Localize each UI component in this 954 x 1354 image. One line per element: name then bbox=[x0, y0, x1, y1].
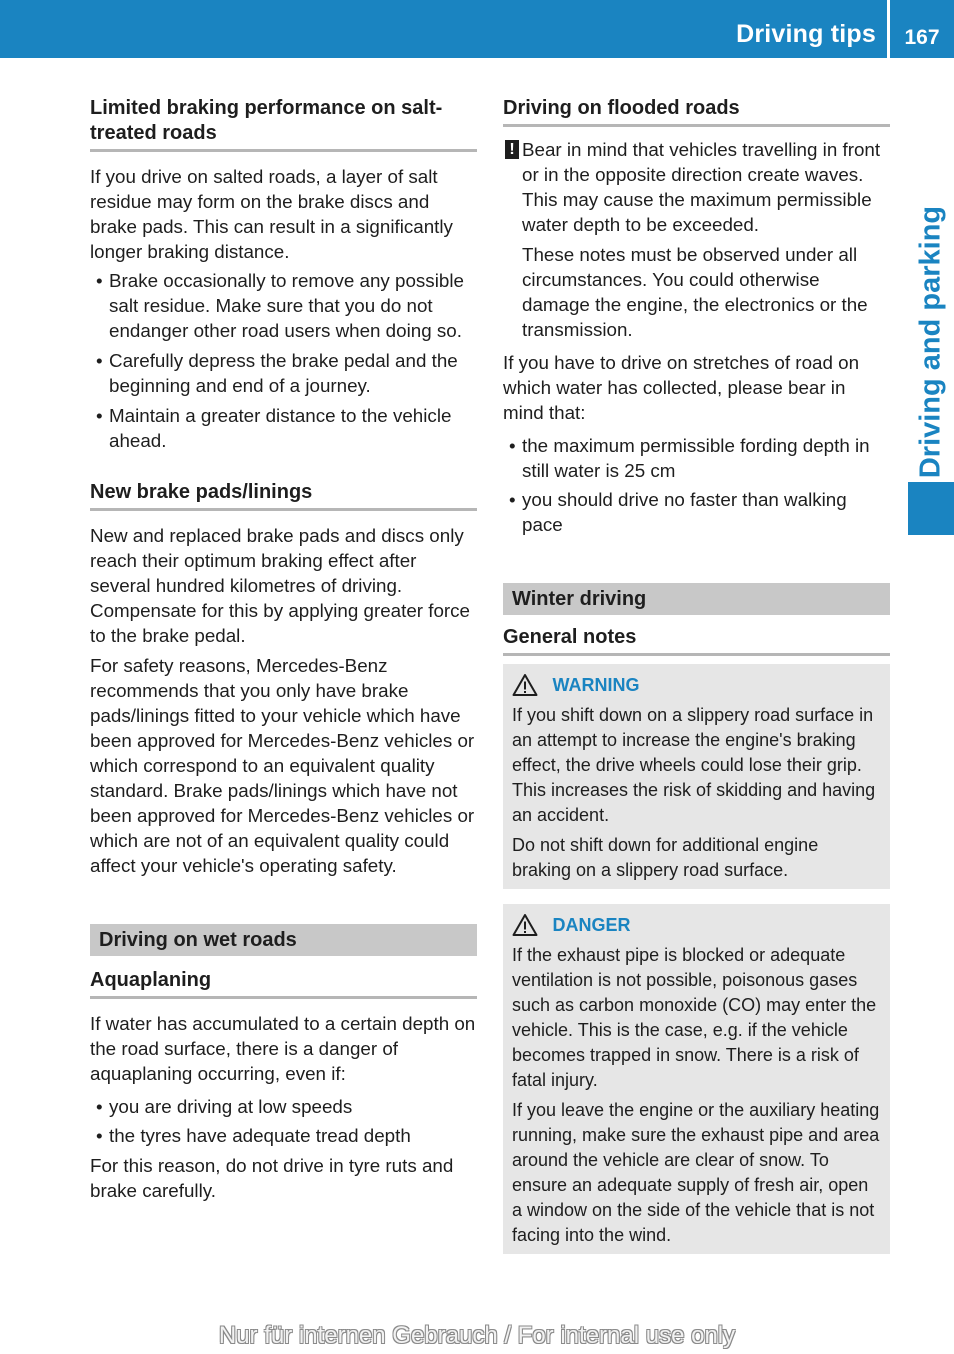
right-column bbox=[503, 96, 890, 1254]
list-item: • Maintain a greater distance to the vehicle ahead. bbox=[90, 403, 477, 453]
exclamation-icon: ! bbox=[505, 140, 519, 159]
list-item: • the maximum permissible fording depth in still water is 25 cm bbox=[503, 433, 890, 483]
aquaplaning-bullet-list bbox=[90, 1094, 477, 1148]
aquaplaning-intro: If water has accumulated to a certain depth on the road surface, there is a danger of aquaplaning occurring, even if: bbox=[90, 1013, 476, 1084]
salt-heading: Limited braking performance on salt-treated roads bbox=[90, 96, 477, 152]
flood-heading: Driving on flooded roads bbox=[503, 96, 890, 127]
danger-box-header bbox=[512, 912, 881, 938]
pads-paragraph-2: For safety reasons, Mercedes-Benz recommends that you only have brake pads/linings fitted to your vehicle which have been approved for Mercedes-Benz vehicles or which correspond to an equivalent quality standard. Brake pads/linings which have not been approved for Mercedes-Benz vehicles or which are not of an equivalent quality could affect your vehicle's operating safety. bbox=[90, 655, 475, 876]
flood-bullet-list bbox=[503, 433, 890, 537]
list-item: • you are driving at low speeds bbox=[90, 1094, 477, 1119]
danger-paragraph-1: If the exhaust pipe is blocked or adequate ventilation is not possible, poisonous gases such as carbon monoxide (CO) may enter the vehicle. This is the case, e.g. if the vehicle becomes trapped in snow. There is a risk of fatal injury. bbox=[512, 945, 877, 1090]
flood-notice-paragraph-2: These notes must be observed under all circumstances. You could otherwise damage the engine, the electronics or the transmission. bbox=[522, 244, 868, 340]
winter-driving-section-bar: Winter driving bbox=[503, 583, 890, 615]
chapter-tab-marker bbox=[908, 482, 954, 535]
salt-intro: If you drive on salted roads, a layer of salt residue may form on the brake discs and brake pads. This can result in a significantly longer braking distance. bbox=[90, 166, 453, 262]
aquaplaning-heading: Aquaplaning bbox=[90, 968, 477, 999]
warning-box bbox=[503, 664, 890, 889]
danger-paragraph-2: If you leave the engine or the auxiliary heating running, make sure the exhaust pipe and area around the vehicle are clear of snow. To ensure an adequate supply of fresh air, open a window on the side of the vehicle that is not facing into the wind. bbox=[512, 1100, 880, 1245]
general-notes-heading: General notes bbox=[503, 625, 890, 656]
warning-box-header bbox=[512, 672, 881, 698]
warning-title: WARNING bbox=[552, 675, 640, 695]
danger-triangle-icon bbox=[512, 913, 538, 937]
aquaplaning-outro: For this reason, do not drive in tyre ruts and brake carefully. bbox=[90, 1155, 454, 1201]
list-item: • Brake occasionally to remove any possible salt residue. Make sure that you do not endanger other road users when doing so. bbox=[90, 268, 477, 343]
warning-paragraph-1: If you shift down on a slippery road surface in an attempt to increase the engine's braking effect, the drive wheels could lose their grip. This increases the risk of skidding and having an accident. bbox=[512, 705, 876, 825]
flood-notice bbox=[503, 137, 890, 342]
section-title: Driving tips bbox=[736, 20, 876, 48]
danger-title: DANGER bbox=[552, 915, 631, 935]
warning-triangle-icon bbox=[512, 673, 538, 697]
header-bar bbox=[0, 0, 954, 58]
list-item: • you should drive no faster than walking pace bbox=[503, 487, 890, 537]
wet-roads-section-bar: Driving on wet roads bbox=[90, 924, 477, 956]
left-column bbox=[90, 96, 477, 1203]
list-item: • the tyres have adequate tread depth bbox=[90, 1123, 477, 1148]
internal-use-watermark: Nur für internen Gebrauch / For internal use only bbox=[218, 1322, 736, 1349]
danger-box bbox=[503, 904, 890, 1254]
salt-bullet-list bbox=[90, 268, 477, 453]
page-number: 167 bbox=[904, 26, 940, 49]
list-item: • Carefully depress the brake pedal and the beginning and end of a journey. bbox=[90, 348, 477, 398]
flood-notice-paragraph-1: Bear in mind that vehicles travelling in front or in the opposite direction create waves. This may cause the maximum permissible water depth to be exceeded. bbox=[522, 139, 881, 235]
pads-heading: New brake pads/linings bbox=[90, 480, 477, 511]
flood-intro: If you have to drive on stretches of road on which water has collected, please bear in mind that: bbox=[503, 352, 860, 423]
warning-paragraph-2: Do not shift down for additional engine braking on a slippery road surface. bbox=[512, 835, 819, 880]
pads-paragraph-1: New and replaced brake pads and discs only reach their optimum braking effect after several hundred kilometres of driving. Compensate for this by applying greater force to the brake pedal. bbox=[90, 525, 470, 646]
chapter-tab-label: Driving and parking bbox=[914, 205, 947, 479]
